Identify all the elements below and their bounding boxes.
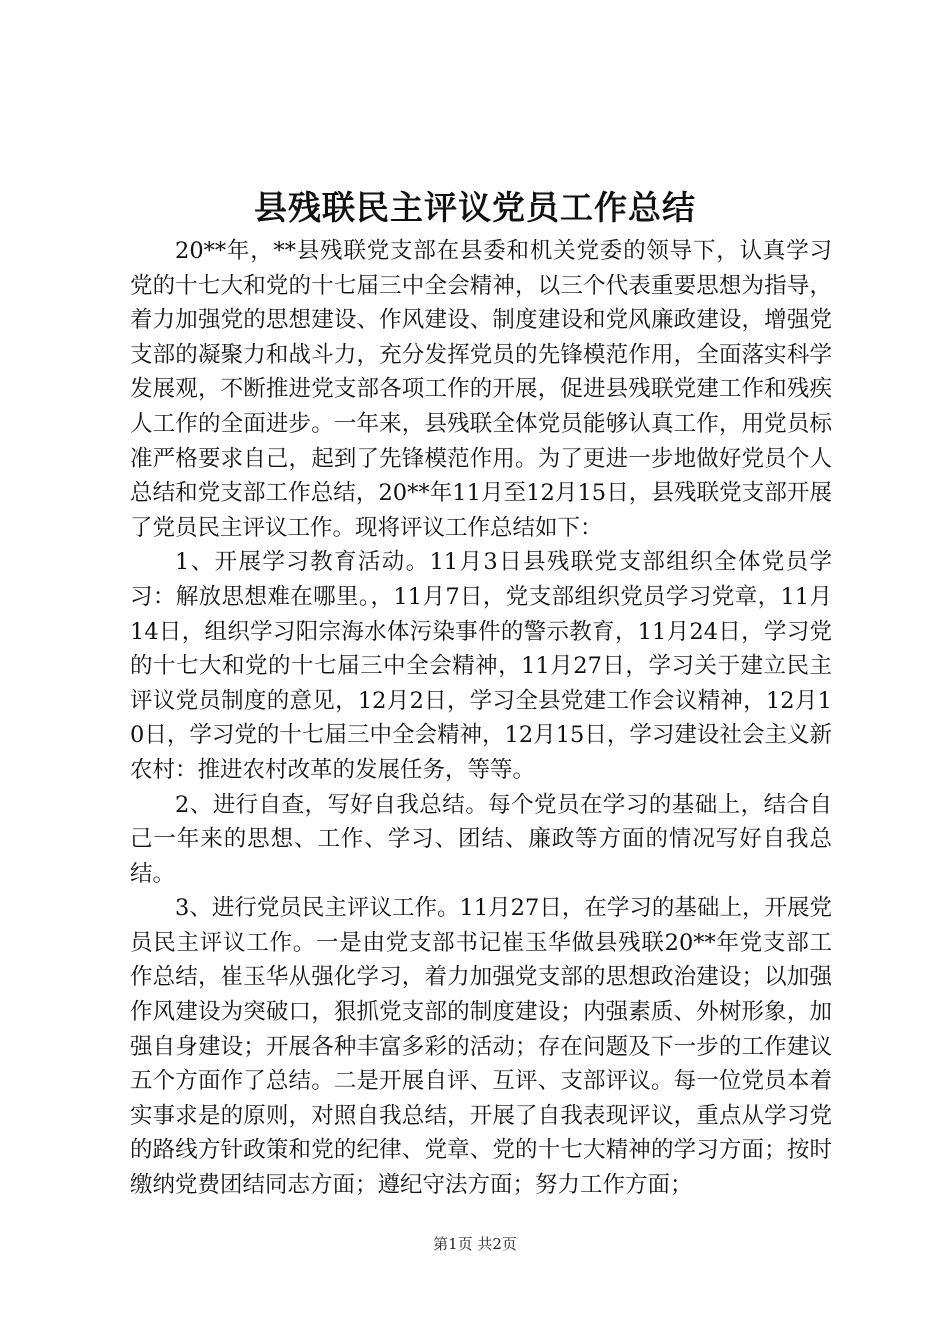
- paragraph-intro: 20**年，**县残联党支部在县委和机关党委的领导下，认真学习党的十七大和党的十七届三中全会精神，以三个代表重要思想为指导，着力加强党的思想建设、作风建设、制度建设和党风廉政建设，增强党支部的凝聚力和战斗力，充分发挥党员的先锋模范作用，全面落实科学发展观，不断推进党支部各项工作的开展，促进县残联党建工作和残疾人工作的全面进步。一年来，县残联全体党员能够认真工作，用党员标准严格要求自己，起到了先锋模范作用。为了更进一步地做好党员个人总结和党支部工作总结，20**年11月至12月15日，县残联党支部开展了党员民主评议工作。现将评议工作总结如下：: [130, 238, 832, 541]
- paragraph-item-2: 2、进行自查，写好自我总结。每个党员在学习的基础上，结合自己一年来的思想、工作、学习、团结、廉政等方面的情况写好自我总结。: [130, 791, 832, 887]
- document-title: 县残联民主评议党员工作总结: [254, 188, 696, 227]
- paragraph-item-1: 1、开展学习教育活动。11月3日县残联党支部组织全体党员学习：解放思想难在哪里。，11月7日，党支部组织党员学习党章，11月14日，组织学习阳宗海水体污染事件的警示教育，11月24日，学习党的十七大和党的十七届三中全会精神，11月27日，学习关于建立民主评议党员制度的意见，12月2日，学习全县党建工作会议精神，12月10日，学习党的十七届三中全会精神，12月15日，学习建设社会主义新农村：推进农村改革的发展任务，等等。: [130, 549, 832, 783]
- paragraph-item-3: 3、进行党员民主评议工作。11月27日，在学习的基础上，开展党员民主评议工作。一是由党支部书记崔玉华做县残联20**年党支部工作总结，崔玉华从强化学习，着力加强党支部的思想政治建设；以加强作风建设为突破口，狠抓党支部的制度建设；内强素质、外树形象，加强自身建设；开展各种丰富多彩的活动；存在问题及下一步的工作建议五个方面作了总结。二是开展自评、互评、支部评议。每一位党员本着实事求是的原则，对照自我总结，开展了自我表现评议，重点从学习党的路线方针政策和党的纪律、党章、党的十七大精神的学习方面；按时缴纳党费团结同志方面；遵纪守法方面；努力工作方面；: [130, 895, 832, 1199]
- document-body: [130, 234, 832, 1203]
- page-footer: 第1页 共2页: [433, 1235, 517, 1253]
